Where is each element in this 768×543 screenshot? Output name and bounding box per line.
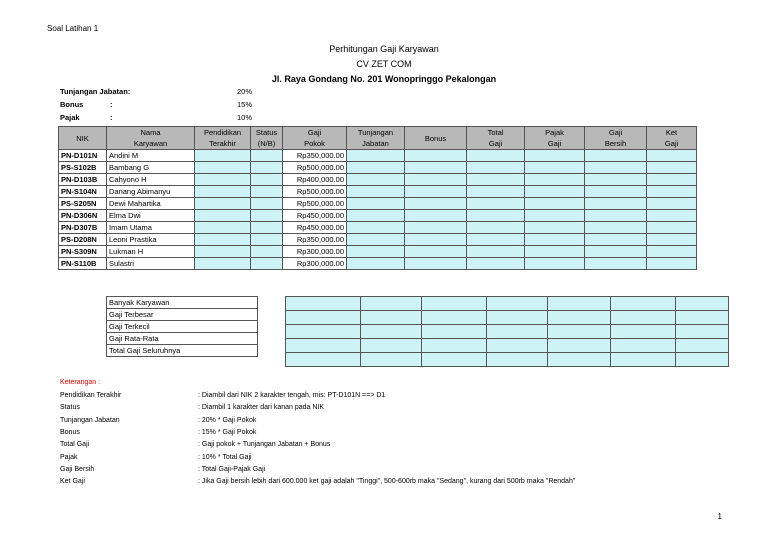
company-name: CV ZET COM [356,59,412,69]
summary-value-cell[interactable] [676,353,729,367]
param-colon: : [110,100,113,109]
note-row [60,466,740,478]
summary-value-cell[interactable] [361,297,422,311]
nik-cell: PN-D306N [59,210,107,222]
gaji-bersih-cell[interactable] [585,186,647,198]
note-description: : 10% * Total Gaji [198,453,252,461]
name-cell: Elma Dwi [107,210,195,222]
tunjangan-cell[interactable] [347,234,405,246]
table-row [59,150,697,162]
pendidikan-cell[interactable] [195,186,251,198]
note-label: Gaji Bersih [60,465,95,473]
summary-label: Banyak Karyawan [107,297,258,309]
column-header [405,127,467,150]
table-row [59,174,697,186]
summary-value-cell[interactable] [611,353,676,367]
tunjangan-cell[interactable] [347,150,405,162]
gaji-pokok-cell: Rp400,000.00 [283,174,347,186]
summary-values-grid [285,296,729,367]
total-gaji-cell[interactable] [467,162,525,174]
note-description: : Total Gaji-Pajak Gaji [198,465,266,473]
param-row [60,113,260,125]
nik-cell: PN-D307B [59,222,107,234]
bonus-cell[interactable] [405,210,467,222]
status-cell[interactable] [251,246,283,258]
total-gaji-cell[interactable] [467,258,525,270]
note-row [60,454,740,466]
ket-gaji-cell[interactable] [647,150,697,162]
total-gaji-cell[interactable] [467,246,525,258]
tunjangan-cell[interactable] [347,210,405,222]
summary-value-cell[interactable] [286,297,361,311]
name-cell: Bambang G [107,162,195,174]
summary-value-cell[interactable] [548,311,611,325]
note-label: Pajak [60,453,78,461]
nik-cell: PS-S102B [59,162,107,174]
bonus-cell[interactable] [405,246,467,258]
param-row [60,87,260,99]
summary-value-cell[interactable] [611,297,676,311]
param-value: 10% [236,113,252,122]
summary-value-cell[interactable] [286,311,361,325]
note-label: Ket Gaji [60,478,85,486]
note-label: Tunjangan Jabatan [60,416,120,424]
summary-row [107,309,258,321]
summary-value-cell[interactable] [676,311,729,325]
summary-value-cell[interactable] [611,325,676,339]
column-header [647,127,697,150]
note-row [60,478,740,490]
summary-row [107,333,258,345]
note-label: Bonus [60,428,80,436]
tunjangan-cell[interactable] [347,258,405,270]
column-header-line: Status [255,128,278,137]
summary-value-cell[interactable] [676,339,729,353]
total-gaji-cell[interactable] [467,198,525,210]
bonus-cell[interactable] [405,186,467,198]
pajak-cell[interactable] [525,162,585,174]
ket-gaji-cell[interactable] [647,210,697,222]
tunjangan-cell[interactable] [347,246,405,258]
pajak-cell[interactable] [525,174,585,186]
gaji-pokok-cell: Rp500,000.00 [283,198,347,210]
note-label: Pendidikan Terakhir [60,392,122,399]
status-cell[interactable] [251,258,283,270]
note-description: : 20% * Gaji Pokok [198,416,257,424]
ket-gaji-cell[interactable] [647,198,697,210]
param-label: Bonus [60,100,84,109]
bonus-cell[interactable] [405,222,467,234]
status-cell[interactable] [251,222,283,234]
summary-value-cell[interactable] [286,325,361,339]
note-description: : 15% * Gaji Pokok [198,428,257,436]
summary-values-row [286,353,729,367]
summary-row [107,321,258,333]
column-header-line: Pajak [545,128,564,137]
salary-table [58,126,697,270]
bonus-cell[interactable] [405,258,467,270]
tunjangan-cell[interactable] [347,198,405,210]
summary-values-row [286,339,729,353]
total-gaji-cell[interactable] [467,150,525,162]
name-cell: Cahyono H [107,174,195,186]
ket-gaji-cell[interactable] [647,174,697,186]
nik-cell: PN-D101N [59,150,107,162]
param-label: Pajak [60,113,80,122]
pajak-cell[interactable] [525,198,585,210]
ket-gaji-cell[interactable] [647,222,697,234]
gaji-pokok-cell: Rp350,000.00 [283,234,347,246]
column-header [347,127,405,150]
summary-value-cell[interactable] [286,353,361,367]
note-row [60,429,740,441]
table-row [59,234,697,246]
column-header [283,127,347,150]
tunjangan-cell[interactable] [347,186,405,198]
total-gaji-cell[interactable] [467,210,525,222]
column-header [251,127,283,150]
page-title: Perhitungan Gaji Karyawan [329,44,439,54]
param-value: 20% [236,87,252,96]
gaji-pokok-cell: Rp350,000.00 [283,150,347,162]
status-cell[interactable] [251,174,283,186]
document-label: Soal Latihan 1 [47,24,99,33]
table-row [59,198,697,210]
status-cell[interactable] [251,186,283,198]
column-header [59,127,107,150]
pendidikan-cell[interactable] [195,174,251,186]
total-gaji-cell[interactable] [467,234,525,246]
pajak-cell[interactable] [525,150,585,162]
summary-labels-table [106,296,258,357]
name-cell: Lukman H [107,246,195,258]
column-header [525,127,585,150]
ket-gaji-cell[interactable] [647,258,697,270]
gaji-bersih-cell[interactable] [585,150,647,162]
bonus-cell[interactable] [405,174,467,186]
column-header [107,127,195,150]
column-header-line: Gaji [307,128,322,137]
table-row [59,246,697,258]
note-row [60,441,740,453]
pendidikan-cell[interactable] [195,222,251,234]
summary-values-row [286,297,729,311]
bonus-cell[interactable] [405,234,467,246]
gaji-pokok-cell: Rp450,000.00 [283,222,347,234]
column-header-line: Terakhir [209,139,236,148]
column-header-line: Gaji [608,128,623,137]
pajak-cell[interactable] [525,210,585,222]
total-gaji-cell[interactable] [467,174,525,186]
summary-value-cell[interactable] [286,339,361,353]
ket-gaji-cell[interactable] [647,162,697,174]
pajak-cell[interactable] [525,222,585,234]
name-cell: Dewi Mahartika [107,198,195,210]
column-header-line: Bersih [604,139,627,148]
pendidikan-cell[interactable] [195,198,251,210]
param-label: Tunjangan Jabatan: [60,87,131,96]
notes-title: Keterangan : [60,379,101,386]
column-header-line: Total [487,128,504,137]
summary-value-cell[interactable] [548,353,611,367]
pajak-cell[interactable] [525,246,585,258]
summary-value-cell[interactable] [422,339,487,353]
tunjangan-cell[interactable] [347,222,405,234]
page-number: 1 [717,512,722,521]
nik-cell: PN-D103B [59,174,107,186]
status-cell[interactable] [251,162,283,174]
column-header-line: Ket [665,128,678,137]
column-header-line: Pokok [304,139,325,148]
gaji-bersih-cell[interactable] [585,210,647,222]
nik-cell: PN-S309N [59,246,107,258]
gaji-pokok-cell: Rp300,000.00 [283,246,347,258]
param-value: 15% [236,100,252,109]
ket-gaji-cell[interactable] [647,186,697,198]
note-row [60,392,740,404]
column-header-line: Gaji [488,139,503,148]
table-row [59,162,697,174]
summary-row [107,297,258,309]
status-cell[interactable] [251,210,283,222]
pendidikan-cell[interactable] [195,210,251,222]
tunjangan-cell[interactable] [347,174,405,186]
summary-label: Total Gaji Seluruhnya [107,345,258,357]
summary-value-cell[interactable] [548,297,611,311]
gaji-bersih-cell[interactable] [585,234,647,246]
column-header [195,127,251,150]
summary-value-cell[interactable] [361,353,422,367]
column-header [467,127,525,150]
table-body [59,150,697,270]
nik-cell: PS-D208N [59,234,107,246]
nik-cell: PN-S104N [59,186,107,198]
summary-values-row [286,311,729,325]
table-row [59,186,697,198]
gaji-bersih-cell[interactable] [585,198,647,210]
name-cell: Andini M [107,150,195,162]
ket-gaji-cell[interactable] [647,246,697,258]
ket-gaji-cell[interactable] [647,234,697,246]
summary-value-cell[interactable] [361,325,422,339]
pendidikan-cell[interactable] [195,162,251,174]
summary-label: Gaji Terkecil [107,321,258,333]
note-description: : Gaji pokok + Tunjangan Jabatan + Bonus [198,441,331,449]
pendidikan-cell[interactable] [195,234,251,246]
column-header-line: Gaji [664,139,679,148]
tunjangan-cell[interactable] [347,162,405,174]
note-description: : Jika Gaji bersih lebih dari 600.000 ket gaji adalah "Tinggi", 500-600rb maka "Sedang", kurang dari 500rb maka "Rendah" [198,478,576,486]
name-cell: Imam Utama [107,222,195,234]
column-header-line: (N/B) [257,139,276,148]
gaji-bersih-cell[interactable] [585,222,647,234]
column-header-line: Jabatan [362,139,389,148]
column-header [585,127,647,150]
total-gaji-cell[interactable] [467,186,525,198]
gaji-bersih-cell[interactable] [585,246,647,258]
summary-value-cell[interactable] [487,339,548,353]
gaji-pokok-cell: Rp500,000.00 [283,186,347,198]
table-header-row [59,127,697,150]
name-cell: Danang Abimanyu [107,186,195,198]
summary-value-cell[interactable] [422,311,487,325]
pajak-cell[interactable] [525,234,585,246]
note-row [60,404,740,416]
note-row [60,417,740,429]
summary-value-cell[interactable] [548,325,611,339]
summary-value-cell[interactable] [422,353,487,367]
summary-value-cell[interactable] [487,325,548,339]
name-cell: Sulastri [107,258,195,270]
column-header-line: Karyawan [133,139,168,148]
table-row [59,258,697,270]
summary-value-cell[interactable] [487,297,548,311]
pendidikan-cell[interactable] [195,246,251,258]
gaji-pokok-cell: Rp500,000.00 [283,162,347,174]
summary-value-cell[interactable] [676,325,729,339]
name-cell: Leoni Prastika [107,234,195,246]
column-header-line: Bonus [424,133,447,143]
status-cell[interactable] [251,198,283,210]
table-row [59,222,697,234]
summary-values-row [286,325,729,339]
bonus-cell[interactable] [405,150,467,162]
gaji-bersih-cell[interactable] [585,162,647,174]
summary-value-cell[interactable] [487,353,548,367]
summary-value-cell[interactable] [676,297,729,311]
column-header-line: Tunjangan [357,128,394,137]
column-header-line: NIK [76,133,89,143]
status-cell[interactable] [251,234,283,246]
nik-cell: PN-S110B [59,258,107,270]
gaji-bersih-cell[interactable] [585,258,647,270]
bonus-cell[interactable] [405,162,467,174]
summary-label: Gaji Terbesar [107,309,258,321]
note-label: Status [60,404,80,412]
summary-row [107,345,258,357]
bonus-cell[interactable] [405,198,467,210]
company-address: Jl. Raya Gondang No. 201 Wonopringgo Pekalongan [271,74,497,84]
table-row [59,210,697,222]
summary-value-cell[interactable] [361,311,422,325]
total-gaji-cell[interactable] [467,222,525,234]
pendidikan-cell[interactable] [195,150,251,162]
pendidikan-cell[interactable] [195,258,251,270]
summary-value-cell[interactable] [422,297,487,311]
note-description: : Diambil dari NIK 2 karakter tengah, mis: PT-D101N ==> D1 [198,392,386,399]
summary-value-cell[interactable] [422,325,487,339]
summary-value-cell[interactable] [361,339,422,353]
column-header-line: Gaji [547,139,562,148]
param-colon: : [110,113,113,122]
pajak-cell[interactable] [525,186,585,198]
summary-value-cell[interactable] [548,339,611,353]
nik-cell: PS-S205N [59,198,107,210]
gaji-pokok-cell: Rp450,000.00 [283,210,347,222]
param-row [60,100,260,112]
note-label: Total Gaji [60,441,90,449]
summary-label: Gaji Rata-Rata [107,333,258,345]
summary-value-cell[interactable] [611,311,676,325]
column-header-line: Pendidikan [203,128,242,137]
pajak-cell[interactable] [525,258,585,270]
gaji-pokok-cell: Rp300,000.00 [283,258,347,270]
note-description: : Diambil 1 karakter dari kanan pada NIK [198,404,325,412]
column-header-line: Nama [140,128,161,137]
gaji-bersih-cell[interactable] [585,174,647,186]
summary-value-cell[interactable] [487,311,548,325]
status-cell[interactable] [251,150,283,162]
summary-value-cell[interactable] [611,339,676,353]
